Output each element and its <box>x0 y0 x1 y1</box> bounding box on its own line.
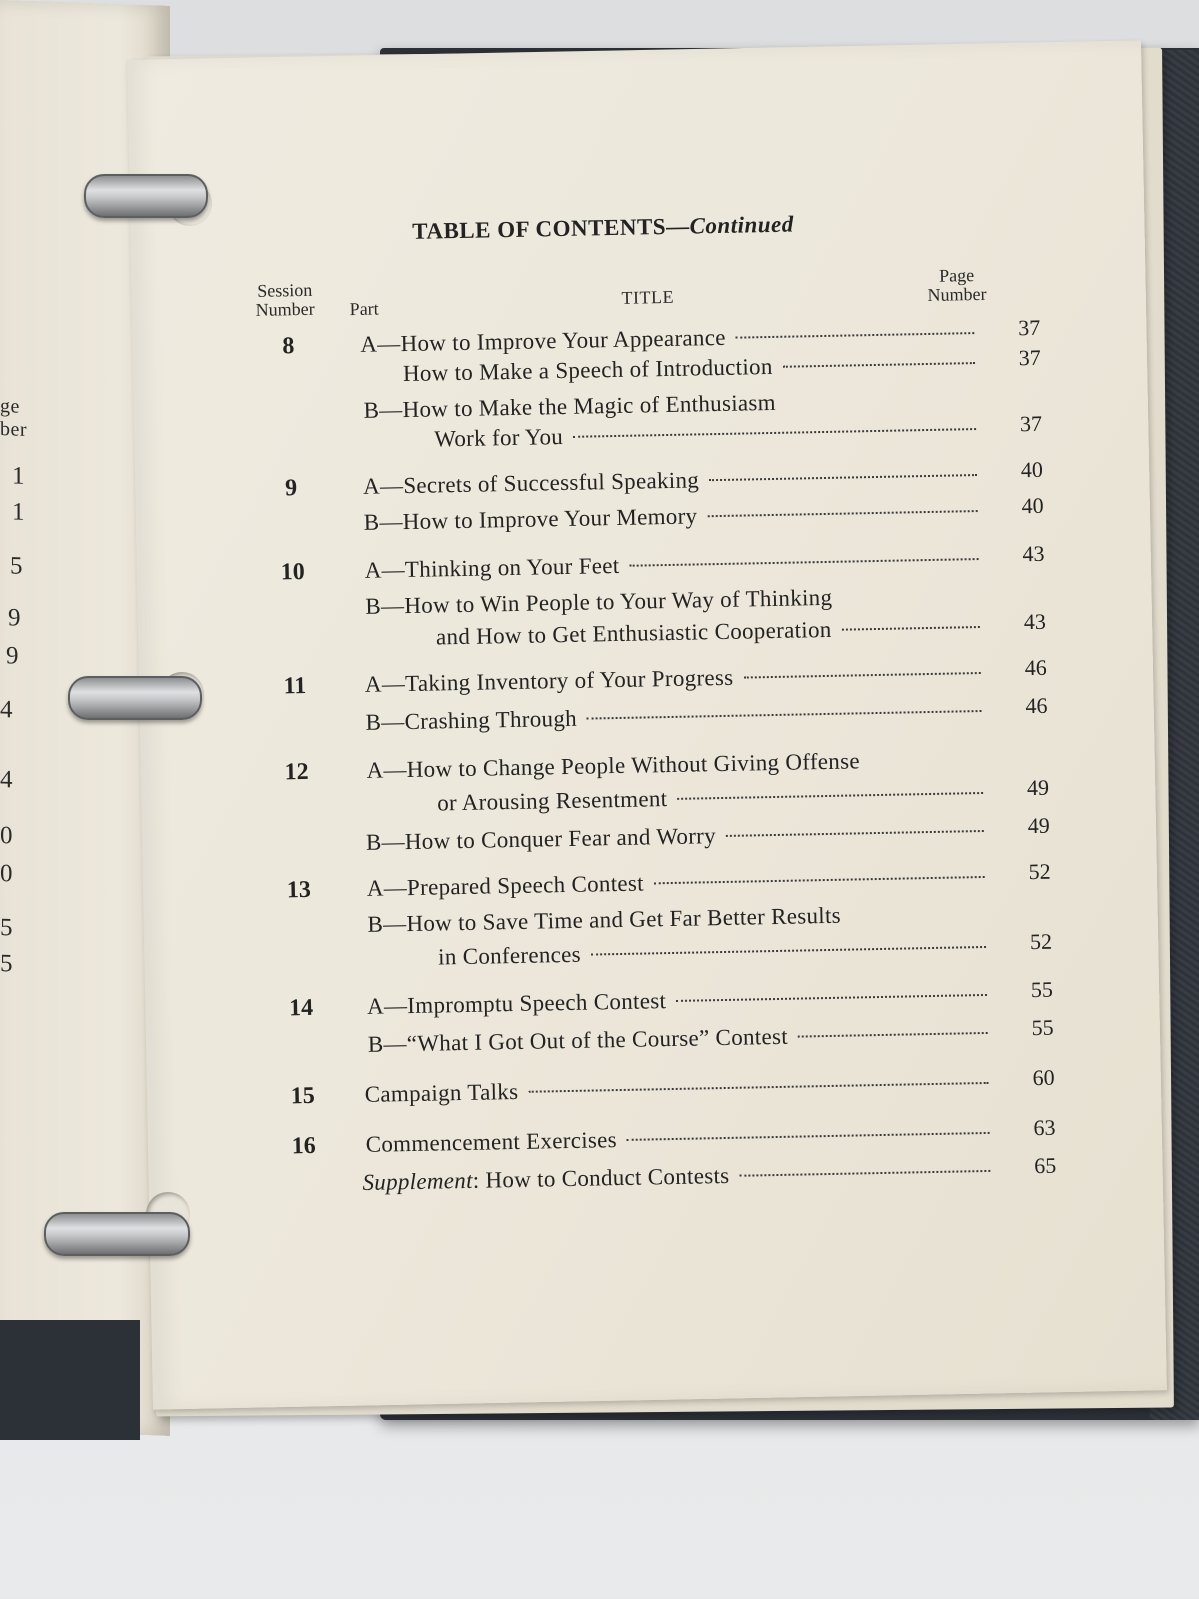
column-header-session-line: Session <box>257 279 313 301</box>
dot-leader <box>573 428 976 438</box>
session-number <box>271 363 307 364</box>
entry-title-line <box>364 546 984 584</box>
entry-title-line <box>366 818 990 856</box>
toc-entry <box>257 692 1048 744</box>
entry-title: B—Crashing Through <box>365 705 578 735</box>
page-number: 40 <box>1021 492 1044 519</box>
column-header-page-line: Number <box>927 283 987 305</box>
entry-title: B—How to Make the Magic of Enthusiasm <box>363 389 777 423</box>
table-of-contents <box>248 206 1086 1195</box>
left-page-header-line: ber <box>0 418 28 441</box>
left-page-number: 0 <box>0 860 13 888</box>
dot-leader <box>629 558 978 567</box>
binder-ring <box>84 174 208 218</box>
page-title-continued: Continued <box>689 211 794 239</box>
entry-title: B—How to Save Time and Get Far Better Results <box>367 902 842 937</box>
entry-title: A—How to Change People Without Giving Offense <box>366 748 861 783</box>
entry-title: Work for You <box>433 423 564 452</box>
dot-leader <box>707 510 977 517</box>
left-page-number: 5 <box>0 914 13 942</box>
entry-title-line <box>362 1158 996 1196</box>
column-header-page <box>927 266 987 305</box>
page-number: 37 <box>1018 344 1041 371</box>
entry-title: A—Secrets of Successful Speaking <box>362 467 700 499</box>
entry-title: and How to Get Enthusiastic Cooperation <box>435 616 832 650</box>
entry-title-line <box>367 864 991 902</box>
dot-leader <box>842 626 980 631</box>
dot-leader <box>739 1170 990 1177</box>
page-number <box>998 741 1048 742</box>
entry-title-line <box>366 748 860 783</box>
dot-leader <box>726 830 984 837</box>
session-number <box>276 627 312 628</box>
session-number: 10 <box>280 558 305 586</box>
session-number <box>275 595 311 596</box>
session-number <box>277 711 313 712</box>
session-number <box>272 429 308 430</box>
page-number: 46 <box>1025 692 1048 719</box>
entry-title-line <box>368 1020 994 1058</box>
entry-title-line <box>365 1120 995 1158</box>
entry-title-line <box>363 462 983 500</box>
left-page-number: 1 <box>12 462 25 490</box>
left-page-number: 9 <box>6 642 19 670</box>
column-header-part: Part <box>349 298 379 320</box>
toc-entry <box>264 1014 1054 1066</box>
supplement-label: Supplement <box>362 1167 473 1195</box>
session-number: 15 <box>290 1082 316 1110</box>
session-number: 16 <box>291 1132 316 1160</box>
dot-leader <box>709 474 977 481</box>
entry-title-line <box>365 1070 995 1108</box>
page-number: 43 <box>1022 540 1045 567</box>
column-header-session-line: Number <box>255 298 315 320</box>
entry-title-line <box>365 585 832 620</box>
dot-leader <box>798 1032 988 1038</box>
page-number: 55 <box>1031 1014 1054 1041</box>
session-number: 11 <box>283 672 307 700</box>
binder-ring <box>44 1212 190 1256</box>
entry-title <box>362 1163 729 1196</box>
entry-title-line <box>367 903 841 938</box>
dot-leader <box>783 362 975 368</box>
session-number <box>271 399 307 400</box>
entry-title-line <box>365 698 987 736</box>
page-number: 55 <box>1030 976 1054 1003</box>
entry-title: A—Impromptu Speech Contest <box>366 988 667 1019</box>
page-number: 37 <box>1017 314 1041 341</box>
page-number: 49 <box>1026 774 1050 801</box>
left-page-number: 4 <box>0 696 13 724</box>
entry-title: B—How to Improve Your Memory <box>363 503 698 535</box>
dot-leader <box>736 332 975 339</box>
session-number: 12 <box>284 758 309 786</box>
page-title-main: TABLE OF CONTENTS— <box>411 213 690 244</box>
page-number: 40 <box>1020 456 1044 483</box>
page-number: 49 <box>1027 812 1050 839</box>
entry-title: A—How to Improve Your Appearance <box>360 324 726 357</box>
entry-title: A—Thinking on Your Feet <box>364 552 620 583</box>
page-number: 46 <box>1024 654 1047 681</box>
entry-title: in Conferences <box>437 941 582 970</box>
dot-leader <box>676 994 987 1002</box>
entry-title: A—Prepared Speech Contest <box>366 870 645 901</box>
dot-leader <box>743 672 980 679</box>
session-number <box>274 511 310 512</box>
toc-entry <box>260 812 1050 864</box>
entry-title: Campaign Talks <box>364 1078 519 1107</box>
left-page-number: 0 <box>0 822 13 850</box>
session-number <box>280 831 316 832</box>
entry-title: or Arousing Resentment <box>436 786 668 816</box>
page-number: 43 <box>1023 608 1047 635</box>
session-number <box>281 913 317 914</box>
toc-entry <box>265 1064 1055 1116</box>
dot-leader <box>627 1132 990 1141</box>
dot-leader <box>677 792 983 800</box>
entry-title: B—“What I Got Out of the Course” Contest <box>367 1023 789 1057</box>
page-number: 52 <box>1028 858 1051 885</box>
page-number: 60 <box>1032 1064 1055 1091</box>
dot-leader <box>587 710 982 720</box>
entry-title-line <box>367 982 993 1020</box>
left-page-number: 1 <box>12 498 25 526</box>
entry-title: How to Make a Speech of Introduction <box>402 353 773 387</box>
entry-title: B—How to Win People to Your Way of Thinking <box>365 584 833 619</box>
binder-cover-left <box>0 1320 140 1440</box>
column-header-title: TITLE <box>621 286 675 308</box>
session-number <box>284 1033 320 1034</box>
session-number: 9 <box>284 475 298 502</box>
dot-leader <box>591 946 986 956</box>
column-header-session <box>255 281 315 320</box>
left-page-number: 9 <box>8 604 21 632</box>
entry-title: A—Taking Inventory of Your Progress <box>364 664 734 697</box>
left-page-header-line: ge <box>0 395 20 418</box>
dot-leader <box>528 1082 988 1093</box>
supplement-title: : How to Conduct Contests <box>472 1162 730 1193</box>
column-header-page-line: Page <box>938 265 975 286</box>
left-page-number: 4 <box>0 766 13 794</box>
entry-title-line <box>363 390 776 424</box>
left-page-number: 5 <box>10 552 23 580</box>
session-number: 8 <box>282 333 295 360</box>
session-number <box>282 947 318 948</box>
session-number <box>279 793 315 794</box>
page-number: 65 <box>1034 1152 1057 1179</box>
dot-leader <box>654 876 985 884</box>
left-page-number: 5 <box>0 950 13 978</box>
page-number: 37 <box>1019 410 1043 437</box>
page-number: 63 <box>1033 1114 1056 1141</box>
entry-title-line <box>365 660 987 698</box>
entry-title: Commencement Exercises <box>365 1127 618 1157</box>
session-number: 14 <box>288 994 314 1022</box>
page-number: 52 <box>1029 928 1053 955</box>
session-number: 13 <box>286 876 312 904</box>
entry-title: B—How to Conquer Fear and Worry <box>365 823 717 855</box>
binder-ring <box>68 676 202 720</box>
